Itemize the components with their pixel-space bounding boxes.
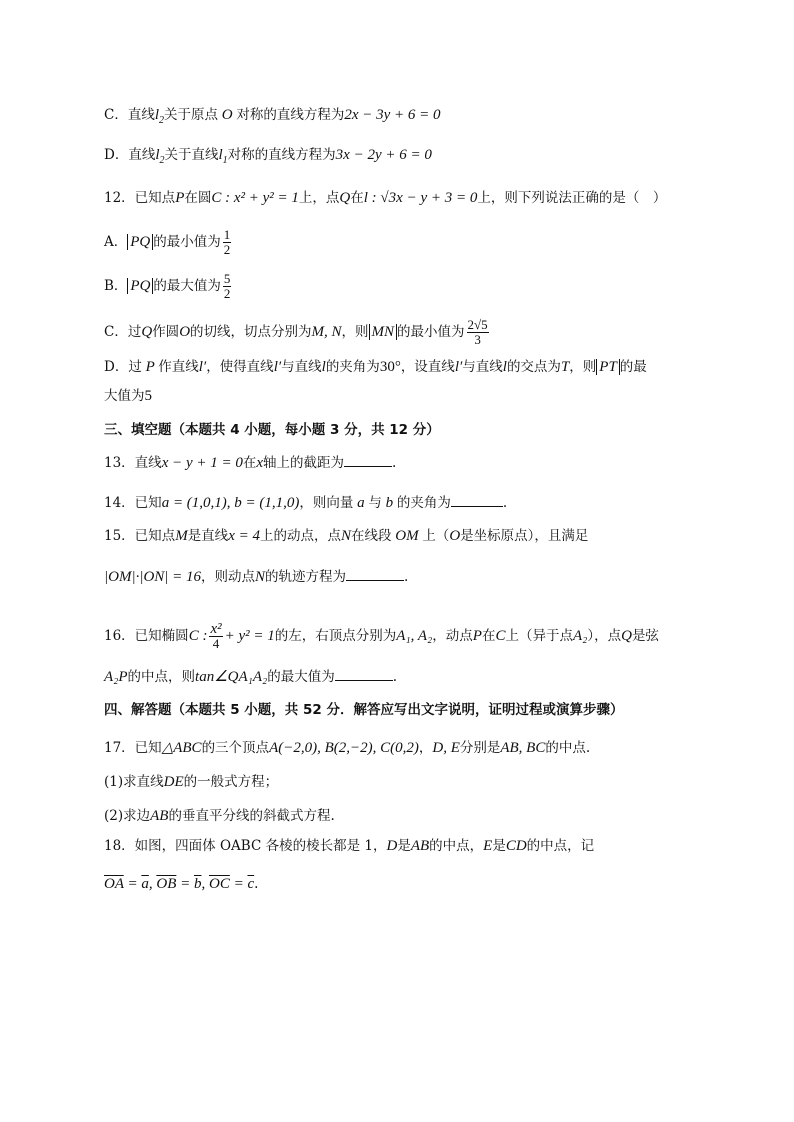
option-11d: D．直线$l_2$关于直线$l_1$对称的直线方程为3x − 2y + 6 = 0	[104, 147, 432, 166]
option-12a: A． PQ 的最小值为 $\frac{1}{2}$	[104, 227, 231, 257]
answer-blank[interactable]	[451, 492, 503, 507]
question-14: 14．已知a = (1,0,1), b = (1,1,0)，则向量 a 与 b 的夹角为 .	[104, 492, 507, 513]
option-12b: B． PQ 的最大值为 $\frac{5}{2}$	[104, 271, 231, 301]
option-11c: C．直线$l_2$关于原点 O 对称的直线方程为2x − 3y + 6 = 0	[104, 107, 441, 126]
section-4-heading: 四、解答题（本题共 5 小题，共 52 分．解答应写出文字说明，证明过程或演算步骤）	[104, 702, 624, 718]
option-12c: C．过Q作圆O的切线，切点分别为M, N，则 MN 的最小值为 $\frac{2√5}{3}$	[104, 317, 488, 347]
question-18: 18．如图，四面体 OABC 各棱的棱长都是 1，D是AB的中点，E是CD的中点，记	[104, 838, 595, 854]
question-13: 13．直线x − y + 1 = 0在x轴上的截距为 .	[104, 452, 396, 473]
answer-blank[interactable]	[346, 566, 404, 581]
question-16-cont: A₂P的中点，则tan∠QA₁A₂的最大值为 .	[104, 666, 397, 687]
question-17: 17．已知△ABC的三个顶点A(−2,0), B(2,−2), C(0,2)，D, E分别是AB, BC的中点.	[104, 740, 591, 756]
answer-blank[interactable]	[335, 666, 393, 681]
question-16: 16．已知椭圆C : $\frac{\text{x²}}{4}$ + y² = 1的左，右顶点分别为A₁, A₂，动点P在C上（异于点A₂），点Q是弦	[104, 621, 659, 651]
question-15: 15．已知点M是直线x = 4上的动点，点N在线段 OM 上（O是坐标原点），且满足	[104, 528, 589, 544]
answer-blank[interactable]	[344, 452, 392, 467]
question-15-cont: |OM|·|ON| = 16，则动点N的轨迹方程为 .	[104, 566, 408, 587]
question-17-part2: (2)求边AB的垂直平分线的斜截式方程.	[104, 808, 335, 824]
option-12d: D．过 P 作直线l′，使得直线l′与直线l的夹角为30°，设直线l′与直线l的交点为T，则 PT 的最	[104, 359, 647, 375]
question-12: 12．已知点P在圆C : x² + y² = 1上，点Q在l : √3x − y + 3 = 0上，则下列说法正确的是（ ）	[104, 190, 667, 206]
section-3-heading: 三、填空题（本题共 4 小题，每小题 3 分，共 12 分）	[104, 422, 440, 438]
question-17-part1: (1)求直线DE的一般式方程；	[104, 774, 279, 790]
question-18-vectors: $\overline{OA} = \overline{a}$, $\overline{OB} = \overline{b}$, $\overline{OC} = \overline{c}$.	[104, 876, 259, 892]
option-12d-cont: 大值为5	[104, 388, 152, 404]
